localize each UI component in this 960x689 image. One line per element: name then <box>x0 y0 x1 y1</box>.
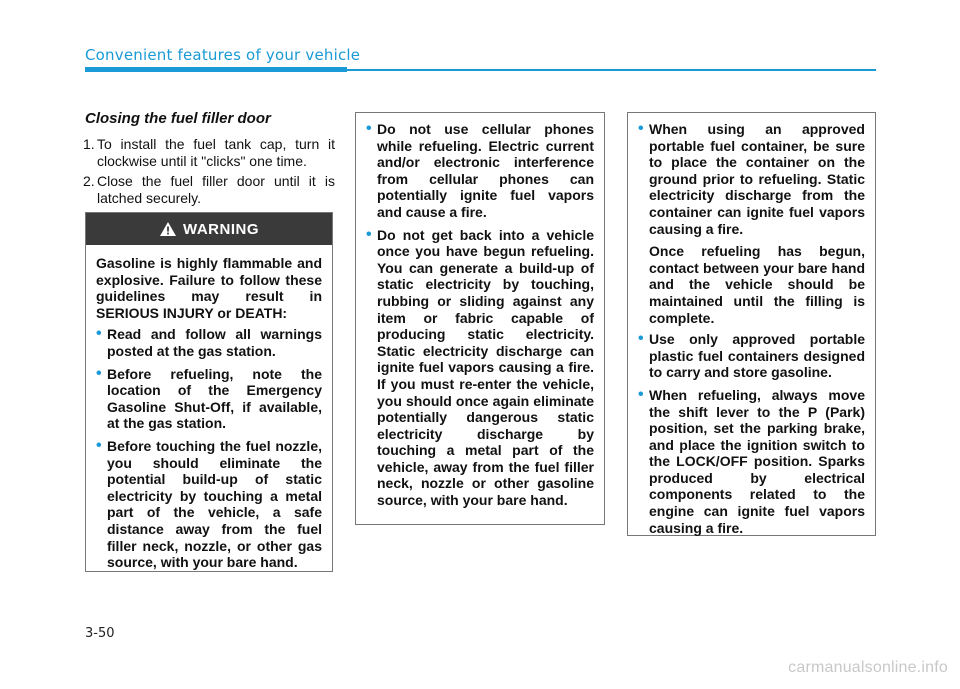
list-item: • Read and follow all warnings posted at the gas station. <box>96 326 322 359</box>
section-heading: Closing the fuel filler door <box>85 110 271 127</box>
warning-box <box>85 212 333 572</box>
warning-body <box>86 245 332 585</box>
header-rule <box>347 69 876 71</box>
page-number: 3-50 <box>85 626 115 641</box>
list-item: • When refueling, always move the shift lever to the P (Park) position, set the parking brake, and place the ignition switch to the LOCK/OFF position. Sparks produced by electrical components related to the engine can ignite fuel vapors causing a fire. <box>638 387 865 536</box>
warning-bullets <box>96 326 322 570</box>
box-body <box>356 113 604 523</box>
bullet-text: • When using an approved portable fuel container, be sure to place the container on the ground prior to refueling. Static electricity discharge from the container can ignite fuel vapors causing a fire. <box>649 121 865 237</box>
steps-list <box>85 136 335 207</box>
list-item: • Use only approved portable plastic fuel containers designed to carry and store gasoline. <box>638 331 865 381</box>
list-item: • Before refueling, note the location of the Emergency Gasoline Shut-Off, if available, at the gas station. <box>96 366 322 432</box>
watermark: carmanualsonline.info <box>788 659 948 676</box>
bullet-list <box>638 331 865 536</box>
box-body <box>628 113 875 550</box>
warning-continued-box <box>355 112 605 525</box>
step-number: 1. <box>83 136 95 152</box>
warning-continued-box-2 <box>627 112 876 536</box>
bullet-list <box>366 121 594 509</box>
warning-triangle-icon <box>159 221 177 237</box>
step-text: To install the fuel tank cap, turn it clockwise until it "clicks" one time. <box>97 136 335 169</box>
list-item: • Do not use cellular phones while refueling. Electric current and/or electronic interference from cellular phones can potentially ignite fuel vapors and cause a fire. <box>366 121 594 221</box>
header-accent-bar <box>85 67 347 72</box>
bullet-continuation: Once refueling has begun, contact between your bare hand and the vehicle should be maintained until the filling is complete. <box>649 243 865 326</box>
warning-header <box>86 213 332 245</box>
list-item: • Before touching the fuel nozzle, you should eliminate the potential build-up of static electricity by touching a metal part of the vehicle, a safe distance away from the fuel filler neck, nozzle, or other gas source, with your bare hand. <box>96 438 322 571</box>
warning-intro: Gasoline is highly flammable and explosive. Failure to follow these guidelines may result in SERIOUS INJURY or DEATH: <box>96 255 322 321</box>
closing-fuel-door-section <box>85 110 335 210</box>
step-text: Close the fuel filler door until it is latched securely. <box>97 173 335 206</box>
step-number: 2. <box>83 173 95 189</box>
bullet-list <box>638 121 865 237</box>
step-item <box>85 136 335 170</box>
step-item <box>85 173 335 207</box>
section-title: Convenient features of your vehicle <box>85 46 361 64</box>
warning-label: WARNING <box>183 220 259 238</box>
list-item: • Do not get back into a vehicle once you have begun refueling. You can generate a build-up of static electricity by touching, rubbing or sliding against any item or fabric capable of producing static electricity. Static electricity discharge can ignite fuel vapors causing a fire. If you must re-enter the vehicle, you should once again eliminate potentially dangerous static electricity discharge by touching a metal part of the vehicle, away from the fuel filler neck, nozzle or other gasoline source, with your bare hand. <box>366 227 594 509</box>
list-item <box>638 121 865 237</box>
